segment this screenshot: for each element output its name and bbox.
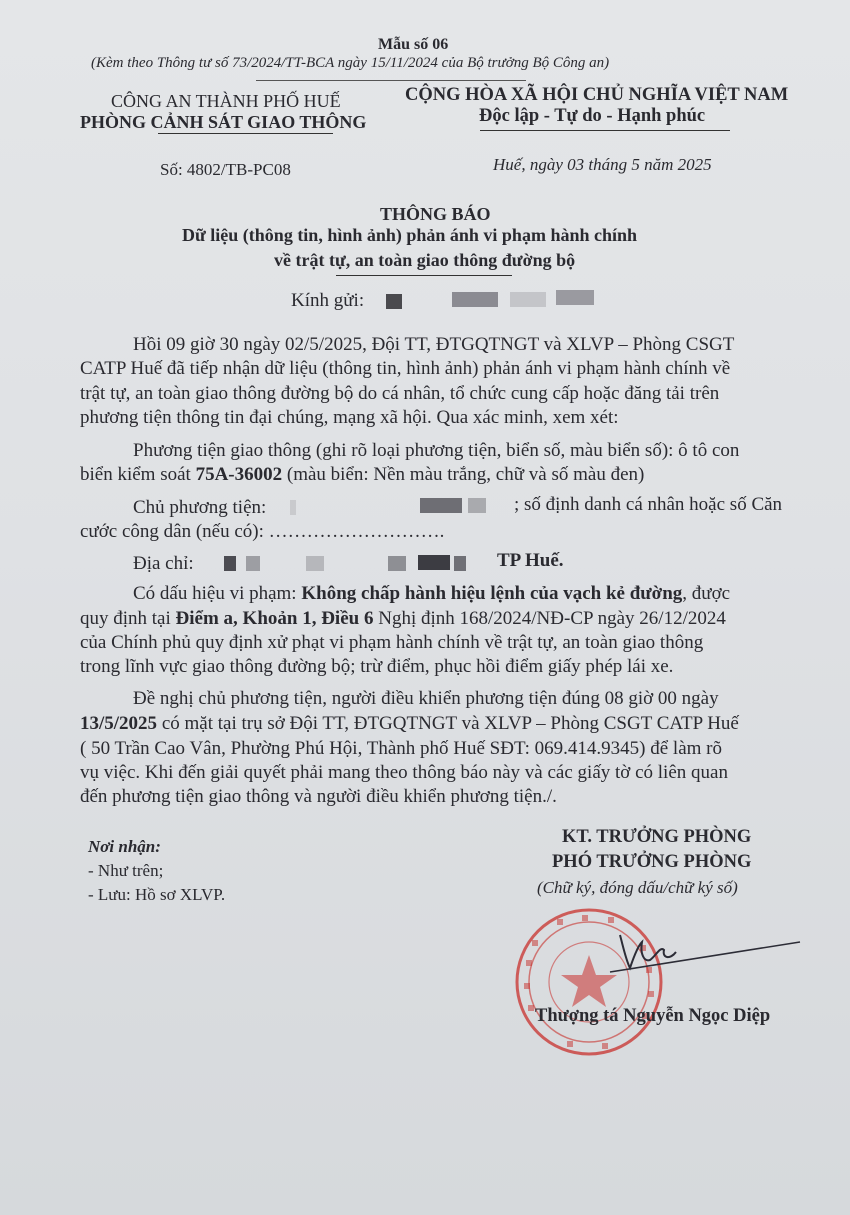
address-label: Địa chỉ: — [133, 553, 194, 574]
vehicle-plate-color: (màu biển: Nền màu trắng, chữ và số màu đen) — [286, 464, 645, 485]
document-title: THÔNG BÁO — [380, 204, 491, 224]
owner-label: Chủ phương tiện: — [133, 497, 267, 518]
para1-line3: trật tự, an toàn giao thông đường bộ do cá nhân, tổ chức cung cấp hoặc đăng tải trên — [80, 383, 720, 404]
appointment-date: 13/5/2025 — [80, 713, 158, 734]
vehicle-plate-number: 75A-36002 — [195, 464, 283, 485]
violation-line3: của Chính phủ quy định xử phạt vi phạm hành chính về trật tự, an toàn giao thông — [80, 632, 704, 653]
document-subtitle-2: về trật tự, an toàn giao thông đường bộ — [274, 250, 576, 270]
recipient-item-2: - Lưu: Hồ sơ XLVP. — [88, 885, 226, 904]
request-line1: Đề nghị chủ phương tiện, người điều khiển phương tiện đúng 08 giờ 00 ngày — [133, 688, 719, 709]
request-line3: ( 50 Trần Cao Vân, Phường Phú Hội, Thành phố Huế SĐT: 069.414.9345) để làm rõ — [80, 738, 722, 759]
request-line2 — [80, 710, 739, 737]
form-ref-rule — [256, 80, 526, 81]
subtitle-rule — [336, 275, 512, 276]
violation-description: Không chấp hành hiệu lệnh của vạch kẻ đường — [301, 583, 683, 604]
para1-line2: CATP Huế đã tiếp nhận dữ liệu (thông tin, hình ảnh) phản ánh vi phạm hành chính về — [80, 358, 731, 379]
request-line5: đến phương tiện giao thông và người điều khiển phương tiện./. — [80, 786, 557, 807]
nation-line1: CỘNG HÒA XÃ HỘI CHỦ NGHĨA VIỆT NAM — [405, 85, 789, 105]
address-city: TP Huế. — [497, 550, 564, 571]
document-subtitle-1: Dữ liệu (thông tin, hình ảnh) phản ánh vi phạm hành chính — [182, 225, 637, 245]
vehicle-line2 — [80, 461, 644, 488]
owner-id-label: ; số định danh cá nhân hoặc số Căn — [514, 494, 783, 515]
violation-suffix: , được — [682, 583, 731, 604]
violation-line1 — [133, 580, 730, 607]
violation-line4: trong lĩnh vực giao thông đường bộ; trừ điểm, phục hồi điểm giấy phép lái xe. — [80, 656, 674, 677]
violation-line2 — [80, 605, 726, 632]
agency-rule — [158, 133, 333, 134]
signature-note: (Chữ ký, đóng dấu/chữ ký số) — [537, 878, 738, 897]
para1-line1: Hồi 09 giờ 30 ngày 02/5/2025, Đội TT, ĐTGQTNGT và XLVP – Phòng CSGT — [133, 334, 735, 355]
signature-title-1: KT. TRƯỞNG PHÒNG — [562, 827, 752, 847]
para1-line4: phương tiện thông tin đại chúng, mạng xã hội. Qua xác minh, xem xét: — [80, 407, 619, 428]
signature-title-2: PHÓ TRƯỞNG PHÒNG — [552, 852, 752, 872]
form-reference: (Kèm theo Thông tư số 73/2024/TT-BCA ngày 15/11/2024 của Bộ trưởng Bộ Công an) — [91, 55, 610, 71]
recipient-item-1: - Như trên; — [88, 861, 164, 880]
document-number: Số: 4802/TB-PC08 — [160, 160, 291, 179]
violation-ref-label: quy định tại — [80, 608, 171, 629]
handwritten-signature — [590, 920, 805, 980]
recipients-heading: Nơi nhận: — [88, 837, 161, 856]
signer-name: Thượng tá Nguyễn Ngọc Diệp — [535, 1006, 771, 1026]
agency-line2: PHÒNG CẢNH SÁT GIAO THÔNG — [80, 112, 367, 132]
agency-line1: CÔNG AN THÀNH PHỐ HUẾ — [111, 91, 341, 111]
form-label: Mẫu số 06 — [378, 36, 449, 53]
violation-decree: Nghị định 168/2024/NĐ-CP ngày 26/12/2024 — [378, 608, 726, 629]
violation-label: Có dấu hiệu vi phạm: — [133, 583, 297, 604]
nation-line2: Độc lập - Tự do - Hạnh phúc — [479, 106, 706, 126]
place-date: Huế, ngày 03 tháng 5 năm 2025 — [493, 155, 712, 174]
owner-citizen-id: cước công dân (nếu có): ………………………. — [80, 521, 445, 542]
request-line4: vụ việc. Khi đến giải quyết phải mang theo thông báo này và các giấy tờ có liên quan — [80, 762, 728, 783]
kinh-gui-label: Kính gửi: — [291, 290, 365, 311]
vehicle-plate-label: biển kiểm soát — [80, 464, 191, 485]
nation-rule — [480, 130, 730, 131]
request-location: có mặt tại trụ sở Đội TT, ĐTGQTNGT và XLVP – Phòng CSGT CATP Huế — [161, 713, 739, 734]
violation-legal-clause: Điểm a, Khoản 1, Điều 6 — [175, 608, 374, 629]
vehicle-line1: Phương tiện giao thông (ghi rõ loại phương tiện, biển số, màu biển số): ô tô con — [133, 440, 740, 461]
